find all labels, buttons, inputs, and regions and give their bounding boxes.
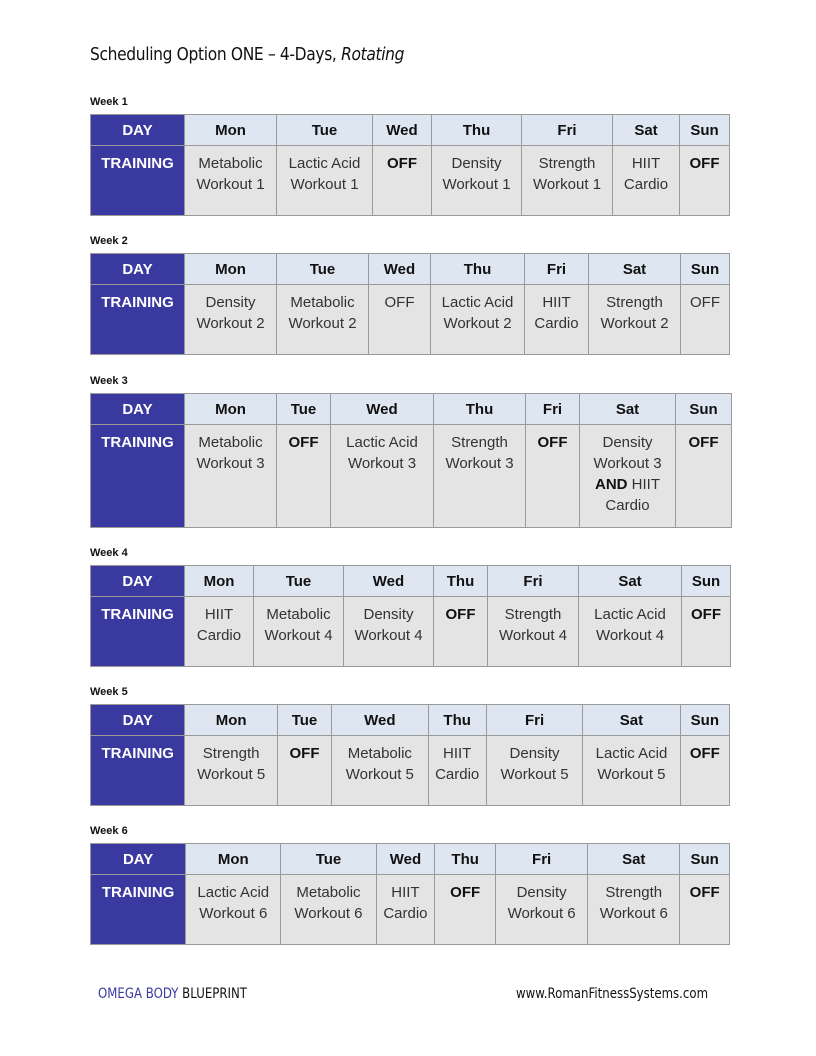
day-row: [91, 254, 730, 285]
training-cell-fri: [525, 285, 589, 355]
training-text: Density: [602, 434, 653, 451]
training-text: Strength: [606, 294, 663, 311]
training-text: HIIT: [631, 155, 661, 172]
training-cell-line: [432, 174, 521, 195]
training-text: OFF: [288, 434, 319, 451]
training-cell-line: [431, 292, 524, 313]
training-cell-wed: [344, 597, 434, 667]
training-cell-wed: [332, 736, 428, 806]
day-header-sun: Sun: [681, 254, 730, 285]
week-schedule-table: [90, 114, 730, 216]
training-text: Metabolic: [198, 155, 263, 172]
training-text: OFF: [289, 745, 320, 762]
training-text: OFF: [691, 606, 721, 623]
day-header-tue: Tue: [277, 254, 369, 285]
training-text: Density: [363, 606, 414, 623]
training-cell-line: [331, 453, 433, 474]
training-cell-line: [281, 903, 375, 924]
week-schedule-table: [90, 393, 732, 528]
training-text: Density: [516, 884, 567, 901]
training-cell-line: [682, 604, 730, 625]
training-text: Workout 4: [354, 627, 423, 644]
training-cell-thu: [434, 425, 526, 528]
day-header-wed: Wed: [332, 705, 428, 736]
training-cell-mon: [185, 285, 277, 355]
training-text: Workout 5: [197, 766, 266, 783]
training-cell-line: [344, 625, 433, 646]
day-row-label: DAY: [91, 844, 186, 875]
training-cell-fri: [522, 146, 613, 216]
training-cell-line: [185, 453, 276, 474]
training-cell-line: [525, 313, 588, 334]
page-title-main: Scheduling Option ONE – 4-Days,: [90, 44, 342, 65]
training-text: Density: [205, 294, 256, 311]
training-text: Metabolic: [290, 294, 355, 311]
training-cell-line: [432, 153, 521, 174]
day-row-label: DAY: [91, 705, 185, 736]
training-text: Workout 6: [294, 905, 363, 922]
training-text: Metabolic: [198, 434, 263, 451]
day-header-sun: Sun: [676, 394, 732, 425]
training-text: Workout 6: [599, 905, 668, 922]
training-cell-line: [613, 153, 679, 174]
training-cell-fri: [526, 425, 580, 528]
day-header-tue: Tue: [277, 115, 373, 146]
day-header-thu: Thu: [435, 844, 496, 875]
day-header-thu: Thu: [432, 115, 522, 146]
training-cell-sat: [583, 736, 680, 806]
day-header-fri: Fri: [496, 844, 588, 875]
training-cell-line: [487, 764, 582, 785]
training-text: Cardio: [605, 497, 650, 514]
training-text: Workout 2: [600, 315, 669, 332]
training-text: Workout 3: [347, 455, 417, 472]
training-cell-line: [589, 313, 680, 334]
training-cell-line: [496, 903, 587, 924]
training-row-label: TRAINING: [91, 736, 185, 806]
training-cell-sun: [680, 875, 730, 945]
training-cell-line: [487, 743, 582, 764]
day-row: [91, 844, 730, 875]
day-header-sat: Sat: [580, 394, 676, 425]
day-header-wed: Wed: [373, 115, 432, 146]
training-text: HIIT: [443, 745, 472, 762]
training-cell-sun: [680, 146, 730, 216]
training-cell-line: [580, 474, 675, 495]
training-text: Workout 5: [345, 766, 414, 783]
training-text: Workout 6: [199, 905, 268, 922]
day-header-sat: Sat: [589, 254, 681, 285]
week-label: Week 1: [90, 96, 128, 108]
training-cell-tue: [254, 597, 344, 667]
week-schedule-table: [90, 843, 730, 945]
training-text: HIIT: [542, 294, 571, 311]
training-cell-line: [613, 174, 679, 195]
training-cell-line: [680, 153, 729, 174]
training-cell-fri: [496, 875, 588, 945]
training-cell-fri: [488, 597, 579, 667]
training-cell-line: [522, 174, 612, 195]
training-text: OFF: [690, 294, 720, 311]
training-row-label: TRAINING: [91, 875, 186, 945]
week-schedule-table: [90, 704, 730, 806]
training-text: Workout 3: [445, 455, 514, 472]
training-text: OFF: [387, 155, 417, 172]
training-text: Workout 5: [500, 766, 569, 783]
training-row-label: TRAINING: [91, 146, 185, 216]
training-cell-line: [277, 153, 372, 174]
training-text: Cardio: [534, 315, 579, 332]
training-cell-wed: [369, 285, 431, 355]
footer-brand-secondary: BLUEPRINT: [178, 986, 247, 1002]
training-row: [91, 736, 730, 806]
training-cell-thu: [434, 597, 488, 667]
training-text: OFF: [689, 884, 720, 901]
day-header-mon: Mon: [186, 844, 281, 875]
training-cell-wed: [331, 425, 434, 528]
training-cell-line: [434, 604, 487, 625]
training-cell-line: [277, 174, 372, 195]
training-text: Cardio: [383, 905, 428, 922]
training-text: Workout 3: [196, 455, 265, 472]
footer-url: www.RomanFitnessSystems.com: [516, 986, 709, 1002]
footer-brand: [98, 986, 247, 1002]
training-text: AND: [595, 476, 628, 493]
training-cell-line: [331, 432, 433, 453]
training-cell-line: [580, 453, 675, 474]
training-cell-line: [680, 882, 729, 903]
training-cell-line: [254, 604, 343, 625]
training-text: Strength: [202, 745, 260, 762]
day-row: [91, 566, 731, 597]
training-cell-line: [583, 764, 679, 785]
training-text: HIIT: [627, 476, 660, 493]
training-cell-mon: [185, 425, 277, 528]
training-cell-line: [579, 604, 681, 625]
training-cell-line: [681, 292, 729, 313]
training-text: Workout 2: [288, 315, 357, 332]
day-header-sun: Sun: [680, 844, 730, 875]
training-cell-line: [186, 903, 280, 924]
training-row: [91, 285, 730, 355]
day-header-sat: Sat: [579, 566, 682, 597]
training-row: [91, 425, 732, 528]
week-label: Week 5: [90, 686, 128, 698]
training-text: Workout 1: [196, 176, 265, 193]
training-text: HIIT: [391, 884, 420, 901]
training-text: OFF: [450, 884, 481, 901]
training-row-label: TRAINING: [91, 285, 185, 355]
day-row-label: DAY: [91, 254, 185, 285]
training-text: Workout 4: [595, 627, 665, 644]
day-header-mon: Mon: [185, 566, 254, 597]
training-text: Lactic Acid: [594, 606, 666, 623]
day-header-sun: Sun: [680, 115, 730, 146]
day-header-thu: Thu: [431, 254, 525, 285]
training-cell-mon: [185, 146, 277, 216]
training-cell-thu: [435, 875, 496, 945]
day-header-fri: Fri: [522, 115, 613, 146]
training-cell-line: [496, 882, 587, 903]
training-text: Strength: [451, 434, 508, 451]
training-cell-line: [589, 292, 680, 313]
day-row: [91, 115, 730, 146]
training-cell-line: [185, 432, 276, 453]
training-cell-line: [435, 882, 495, 903]
day-header-mon: Mon: [185, 705, 277, 736]
training-cell-line: [488, 604, 578, 625]
training-cell-mon: [185, 597, 254, 667]
training-row: [91, 875, 730, 945]
training-text: Metabolic: [266, 606, 331, 623]
day-header-sat: Sat: [583, 705, 680, 736]
training-cell-line: [583, 743, 679, 764]
page-title: [90, 44, 404, 65]
training-cell-sat: [613, 146, 680, 216]
training-cell-wed: [373, 146, 432, 216]
training-cell-line: [676, 432, 731, 453]
training-cell-line: [185, 153, 276, 174]
training-text: Metabolic: [296, 884, 361, 901]
training-text: Lactic Acid: [441, 294, 514, 311]
day-header-thu: Thu: [428, 705, 486, 736]
training-cell-line: [429, 743, 486, 764]
day-header-fri: Fri: [486, 705, 582, 736]
training-cell-line: [185, 313, 276, 334]
footer-brand-primary: OMEGA BODY: [98, 986, 179, 1002]
training-cell-line: [369, 292, 430, 313]
training-text: Strength: [605, 884, 663, 901]
training-cell-wed: [376, 875, 435, 945]
week-schedule-table: [90, 253, 730, 355]
training-cell-line: [434, 432, 525, 453]
training-text: Metabolic: [347, 745, 412, 762]
training-cell-line: [185, 292, 276, 313]
training-text: Strength: [504, 606, 562, 623]
training-text: Density: [509, 745, 560, 762]
training-cell-sun: [680, 736, 729, 806]
training-text: Workout 3: [593, 455, 662, 472]
training-cell-line: [434, 453, 525, 474]
training-text: Cardio: [196, 627, 242, 644]
day-row-label: DAY: [91, 394, 185, 425]
week-label: Week 3: [90, 375, 128, 387]
training-cell-tue: [281, 875, 376, 945]
training-cell-sun: [681, 285, 730, 355]
training-row: [91, 597, 731, 667]
day-header-wed: Wed: [369, 254, 431, 285]
training-cell-line: [588, 903, 679, 924]
training-text: Workout 1: [532, 176, 602, 193]
day-header-sun: Sun: [680, 705, 729, 736]
day-header-sat: Sat: [613, 115, 680, 146]
week-schedule-table: [90, 565, 731, 667]
training-cell-tue: [277, 425, 331, 528]
training-cell-line: [526, 432, 579, 453]
training-cell-thu: [428, 736, 486, 806]
training-row: [91, 146, 730, 216]
day-header-wed: Wed: [331, 394, 434, 425]
day-header-fri: Fri: [526, 394, 580, 425]
training-cell-line: [185, 604, 253, 625]
training-text: Workout 4: [264, 627, 333, 644]
training-text: HIIT: [204, 606, 234, 623]
training-text: Cardio: [623, 176, 669, 193]
training-cell-sun: [676, 425, 732, 528]
training-cell-line: [277, 432, 330, 453]
day-row-label: DAY: [91, 115, 185, 146]
training-cell-sat: [588, 875, 680, 945]
training-cell-line: [488, 625, 578, 646]
training-cell-tue: [277, 736, 331, 806]
training-row-label: TRAINING: [91, 597, 185, 667]
training-cell-line: [277, 313, 368, 334]
training-text: Workout 1: [442, 176, 511, 193]
training-cell-line: [579, 625, 681, 646]
training-cell-line: [185, 764, 276, 785]
page-title-emphasis: Rotating: [341, 44, 405, 65]
training-cell-sun: [682, 597, 731, 667]
training-cell-sat: [589, 285, 681, 355]
day-header-thu: Thu: [434, 566, 488, 597]
training-text: Workout 4: [498, 627, 568, 644]
training-cell-fri: [486, 736, 582, 806]
training-text: OFF: [445, 606, 476, 623]
training-cell-mon: [186, 875, 281, 945]
training-cell-line: [522, 153, 612, 174]
training-cell-mon: [185, 736, 277, 806]
training-cell-tue: [277, 146, 373, 216]
week-label: Week 4: [90, 547, 128, 559]
training-cell-tue: [277, 285, 369, 355]
training-text: Workout 1: [290, 176, 359, 193]
training-cell-line: [185, 625, 253, 646]
day-row: [91, 705, 730, 736]
training-text: Cardio: [435, 766, 480, 783]
day-header-mon: Mon: [185, 115, 277, 146]
day-header-tue: Tue: [277, 394, 331, 425]
training-text: Workout 2: [443, 315, 512, 332]
training-cell-line: [185, 743, 276, 764]
day-header-wed: Wed: [376, 844, 435, 875]
training-cell-line: [588, 882, 679, 903]
training-cell-line: [186, 882, 280, 903]
day-header-mon: Mon: [185, 394, 277, 425]
training-text: Strength: [538, 155, 596, 172]
training-cell-line: [681, 743, 729, 764]
day-header-sun: Sun: [682, 566, 731, 597]
training-cell-line: [277, 292, 368, 313]
day-header-tue: Tue: [277, 705, 331, 736]
day-row-label: DAY: [91, 566, 185, 597]
training-text: Lactic Acid: [197, 884, 270, 901]
day-header-mon: Mon: [185, 254, 277, 285]
training-cell-sat: [579, 597, 682, 667]
training-text: Workout 2: [196, 315, 265, 332]
day-header-sat: Sat: [588, 844, 680, 875]
training-text: Workout 6: [507, 905, 576, 922]
training-text: Density: [451, 155, 502, 172]
training-cell-line: [332, 764, 427, 785]
day-header-thu: Thu: [434, 394, 526, 425]
training-text: Workout 5: [597, 766, 666, 783]
training-text: OFF: [689, 745, 720, 762]
training-cell-line: [580, 432, 675, 453]
day-header-fri: Fri: [488, 566, 579, 597]
day-header-wed: Wed: [344, 566, 434, 597]
training-text: OFF: [384, 294, 415, 311]
training-text: Lactic Acid: [595, 745, 668, 762]
training-text: OFF: [688, 434, 719, 451]
training-cell-line: [525, 292, 588, 313]
day-header-tue: Tue: [281, 844, 376, 875]
training-cell-line: [377, 903, 435, 924]
training-text: Lactic Acid: [288, 155, 361, 172]
training-cell-line: [431, 313, 524, 334]
training-cell-line: [377, 882, 435, 903]
training-cell-line: [254, 625, 343, 646]
training-cell-line: [185, 174, 276, 195]
day-row: [91, 394, 732, 425]
day-header-tue: Tue: [254, 566, 344, 597]
training-cell-line: [344, 604, 433, 625]
training-cell-line: [281, 882, 375, 903]
training-cell-line: [278, 743, 331, 764]
training-row-label: TRAINING: [91, 425, 185, 528]
week-label: Week 2: [90, 235, 128, 247]
training-text: Lactic Acid: [346, 434, 418, 451]
training-cell-line: [373, 153, 431, 174]
training-cell-line: [332, 743, 427, 764]
training-cell-sat: [580, 425, 676, 528]
training-cell-line: [429, 764, 486, 785]
training-text: OFF: [537, 434, 568, 451]
day-header-fri: Fri: [525, 254, 589, 285]
training-text: OFF: [689, 155, 720, 172]
training-cell-line: [580, 495, 675, 516]
week-label: Week 6: [90, 825, 128, 837]
training-cell-thu: [432, 146, 522, 216]
training-cell-thu: [431, 285, 525, 355]
